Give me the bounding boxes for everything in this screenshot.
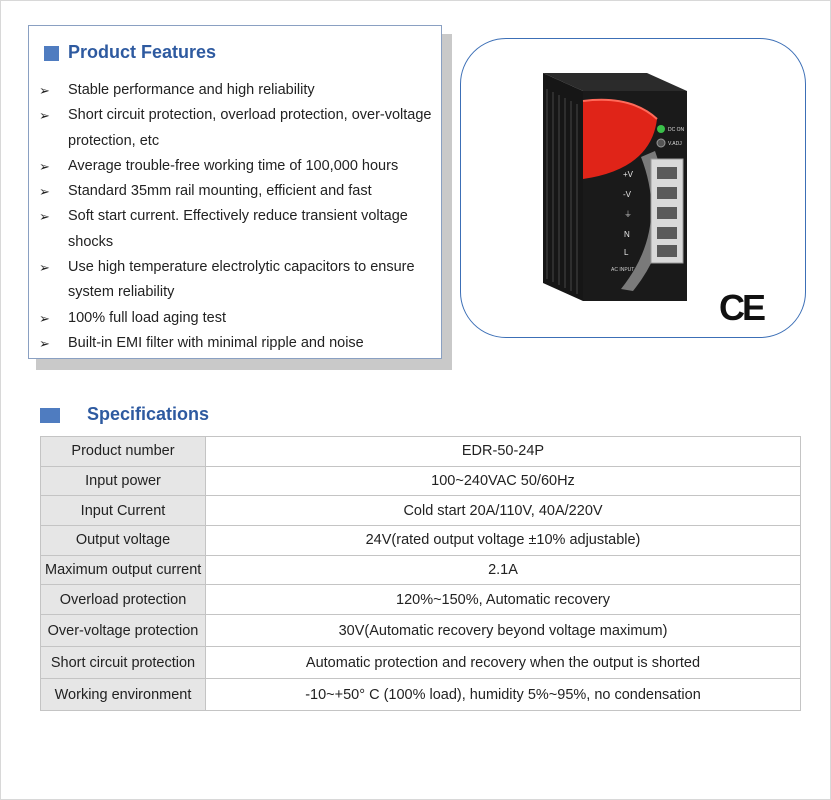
table-row (41, 437, 801, 467)
feature-item: ➢ Soft start current. Effectively reduce transient voltage shocks (39, 204, 434, 255)
features-heading (44, 42, 216, 63)
product-image-panel (460, 38, 806, 338)
feature-item: ➢ Use high temperature electrolytic capacitors to ensure system reliability (39, 255, 434, 306)
section-marker-icon (44, 46, 59, 61)
spec-label: Output voltage (41, 526, 206, 556)
spec-value: -10~+50° C (100% load), humidity 5%~95%, no condensation (206, 679, 801, 711)
spec-label: Overload protection (41, 585, 206, 615)
table-row (41, 555, 801, 585)
spec-value: 120%~150%, Automatic recovery (206, 585, 801, 615)
spec-value: Automatic protection and recovery when the output is shorted (206, 647, 801, 679)
spec-label: Maximum output current (41, 555, 206, 585)
table-row (41, 466, 801, 496)
spec-value: 2.1A (206, 555, 801, 585)
features-list (39, 78, 434, 356)
terminal-label: N (624, 230, 630, 239)
input-label: AC INPUT (611, 267, 635, 273)
adj-label: V.ADJ (668, 141, 682, 147)
spec-label: Input Current (41, 496, 206, 526)
feature-item: ➢ Standard 35mm rail mounting, efficient and fast (39, 179, 434, 204)
led-indicator-icon (657, 125, 665, 133)
spec-value: 100~240VAC 50/60Hz (206, 466, 801, 496)
specifications-table (40, 436, 801, 711)
features-panel (28, 25, 442, 359)
feature-item: ➢ Short circuit protection, overload protection, over-voltage protection, etc (39, 103, 434, 154)
bullet-arrow-icon: ➢ (39, 209, 50, 225)
led-label: DC ON (668, 127, 685, 133)
spec-label: Input power (41, 466, 206, 496)
feature-item: ➢ Stable performance and high reliability (39, 78, 434, 103)
spec-value: 30V(Automatic recovery beyond voltage maximum) (206, 615, 801, 647)
feature-item: ➢ Built-in EMI filter with minimal ripple and noise (39, 331, 434, 356)
spec-label: Short circuit protection (41, 647, 206, 679)
spec-label: Over-voltage protection (41, 615, 206, 647)
terminal-label: +V (623, 170, 634, 179)
bullet-arrow-icon: ➢ (39, 335, 50, 351)
bullet-arrow-icon: ➢ (39, 108, 50, 124)
terminal-label: -V (623, 190, 631, 199)
table-row (41, 585, 801, 615)
terminal-label: L (624, 248, 629, 257)
table-row (41, 526, 801, 556)
spec-value: 24V(rated output voltage ±10% adjustable) (206, 526, 801, 556)
spec-value: Cold start 20A/110V, 40A/220V (206, 496, 801, 526)
feature-item: ➢ 100% full load aging test (39, 306, 434, 331)
table-row (41, 615, 801, 647)
spec-label: Working environment (41, 679, 206, 711)
bullet-arrow-icon: ➢ (39, 184, 50, 200)
table-row (41, 679, 801, 711)
specs-title: Specifications (87, 404, 210, 424)
terminal-label: ⏚ (624, 210, 632, 219)
spec-value: EDR-50-24P (206, 437, 801, 467)
bullet-arrow-icon: ➢ (39, 260, 50, 276)
bullet-arrow-icon: ➢ (39, 310, 50, 326)
adjust-knob-icon (657, 139, 665, 147)
ce-certification-mark: CE (719, 287, 764, 328)
section-marker-icon (40, 408, 60, 423)
bullet-arrow-icon: ➢ (39, 83, 50, 98)
features-title: Product Features (68, 42, 217, 62)
table-row (41, 647, 801, 679)
feature-item: ➢ Average trouble-free working time of 100,000 hours (39, 154, 434, 179)
bullet-arrow-icon: ➢ (39, 158, 50, 174)
spec-label: Product number (41, 437, 206, 467)
table-row (41, 496, 801, 526)
